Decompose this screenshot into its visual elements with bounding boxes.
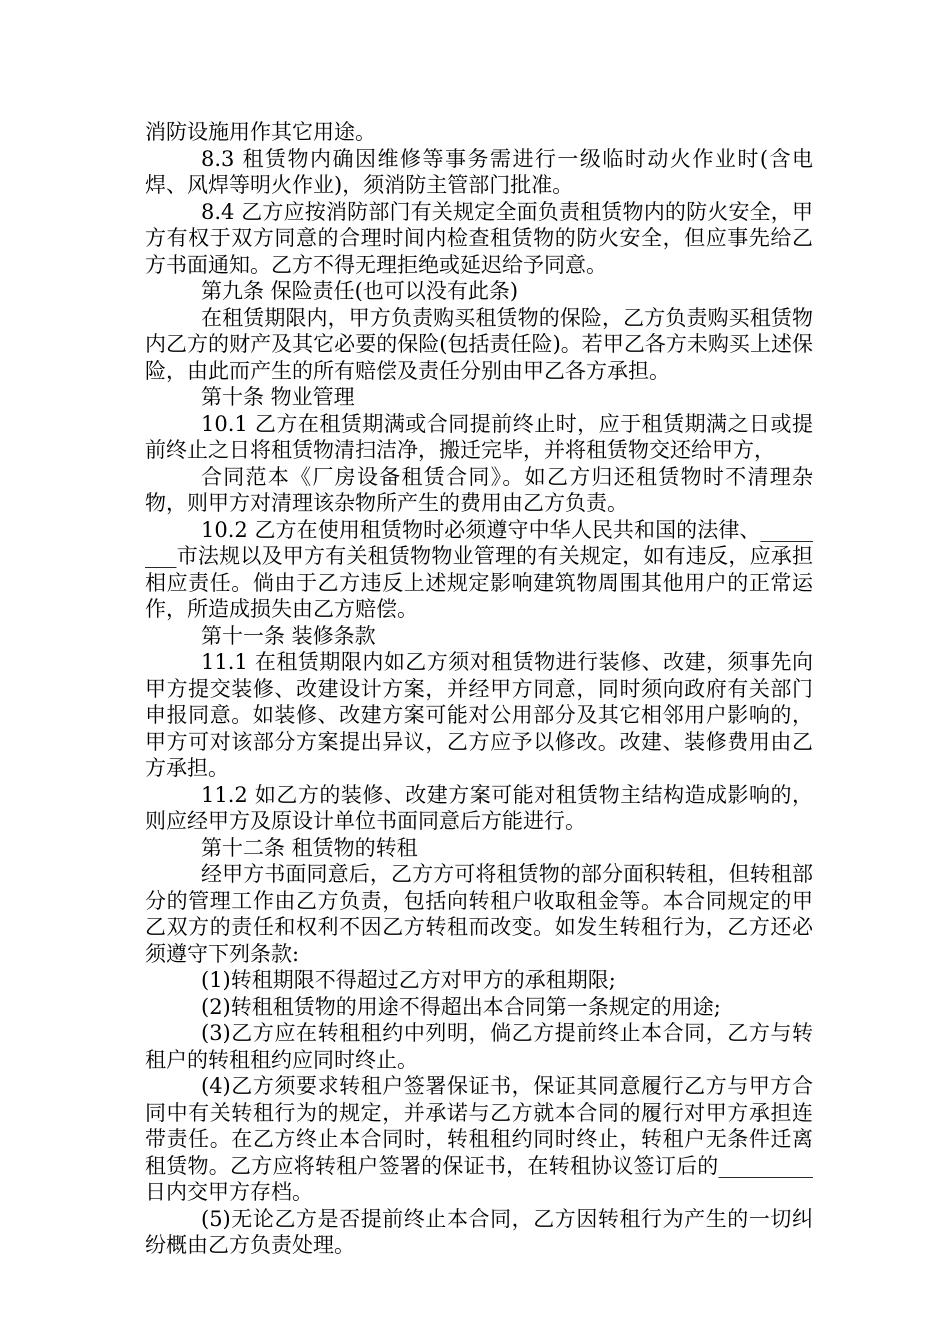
sublease-item-2: (2)转租租赁物的用途不得超出本合同第一条规定的用途; xyxy=(201,994,721,1019)
clause-10-1-continued: 合同范本《厂房设备租赁合同》。如乙方归还租赁物时不清理杂物，则甲方对清理该杂物所产生的费用由乙方负责。 xyxy=(145,464,813,515)
sublease-item-4: (4)乙方须要求转租户签署保证书，保证其同意履行乙方与甲方合同中有关转租行为的规定，并承诺与乙方就本合同的履行对甲方承担连带责任。在乙方终止本合同时，转租租约同时终止，转租户无条件迁离租赁物。乙方应将转租户签署的保证书，在转租协议签订后的_________日内交甲方存档。 xyxy=(145,1074,813,1204)
clause-8-4: 8.4 乙方应按消防部门有关规定全面负责租赁物内的防火安全，甲方有权于双方同意的合理时间内检查租赁物的防火安全，但应事先给乙方书面通知。乙方不得无理拒绝或延迟给予同意。 xyxy=(145,199,813,277)
clause-10-1: 10.1 乙方在租赁期满或合同提前终止时，应于租赁期满之日或提前终止之日将租赁物清扫洁净，搬迁完毕，并将租赁物交还给甲方， xyxy=(145,411,813,462)
article-11-heading: 第十一条 装修条款 xyxy=(201,623,376,648)
sublease-item-3: (3)乙方应在转租租约中列明，倘乙方提前终止本合同，乙方与转租户的转租租约应同时终止。 xyxy=(145,1021,813,1072)
clause-8-3: 8.3 租赁物内确因维修等事务需进行一级临时动火作业时(含电焊、风焊等明火作业)，须消防主管部门批准。 xyxy=(145,146,813,197)
sublease-item-5: (5)无论乙方是否提前终止本合同，乙方因转租行为产生的一切纠纷概由乙方负责处理。 xyxy=(145,1206,813,1257)
sublease-item-1: (1)转租期限不得超过乙方对甲方的承租期限; xyxy=(201,968,616,992)
clause-10-2: 10.2 乙方在使用租赁物时必须遵守中华人民共和国的法律、________市法规以及甲方有关租赁物物业管理的有关规定，如有违反，应承担相应责任。倘由于乙方违反上述规定影响建筑物周围其他用户的正常运作，所造成损失由乙方赔偿。 xyxy=(145,517,813,621)
article-10-heading: 第十条 物业管理 xyxy=(201,385,355,409)
paragraph-fire-facilities: 消防设施用作其它用途。 xyxy=(145,120,376,144)
article-9-body: 在租赁期限内，甲方负责购买租赁物的保险，乙方负责购买租赁物内乙方的财产及其它必要的保险(包括责任险)。若甲乙各方未购买上述保险，由此而产生的所有赔偿及责任分别由甲乙各方承担。 xyxy=(145,305,813,383)
article-12-heading: 第十二条 租赁物的转租 xyxy=(201,835,418,860)
document-page xyxy=(145,119,813,1259)
clause-11-2: 11.2 如乙方的装修、改建方案可能对租赁物主结构造成影响的，则应经甲方及原设计单位书面同意后方能进行。 xyxy=(145,782,813,833)
article-12-body: 经甲方书面同意后，乙方方可将租赁物的部分面积转租，但转租部分的管理工作由乙方负责，包括向转租户收取租金等。本合同规定的甲乙双方的责任和权利不因乙方转租而改变。如发生转租行为，乙方还必须遵守下列条款: xyxy=(145,862,813,966)
article-9-heading: 第九条 保险责任(也可以没有此条) xyxy=(201,279,519,303)
clause-11-1: 11.1 在租赁期限内如乙方须对租赁物进行装修、改建，须事先向甲方提交装修、改建设计方案，并经甲方同意，同时须向政府有关部门申报同意。如装修、改建方案可能对公用部分及其它相邻用户影响的，甲方可对该部分方案提出异议，乙方应予以修改。改建、装修费用由乙方承担。 xyxy=(145,650,813,780)
